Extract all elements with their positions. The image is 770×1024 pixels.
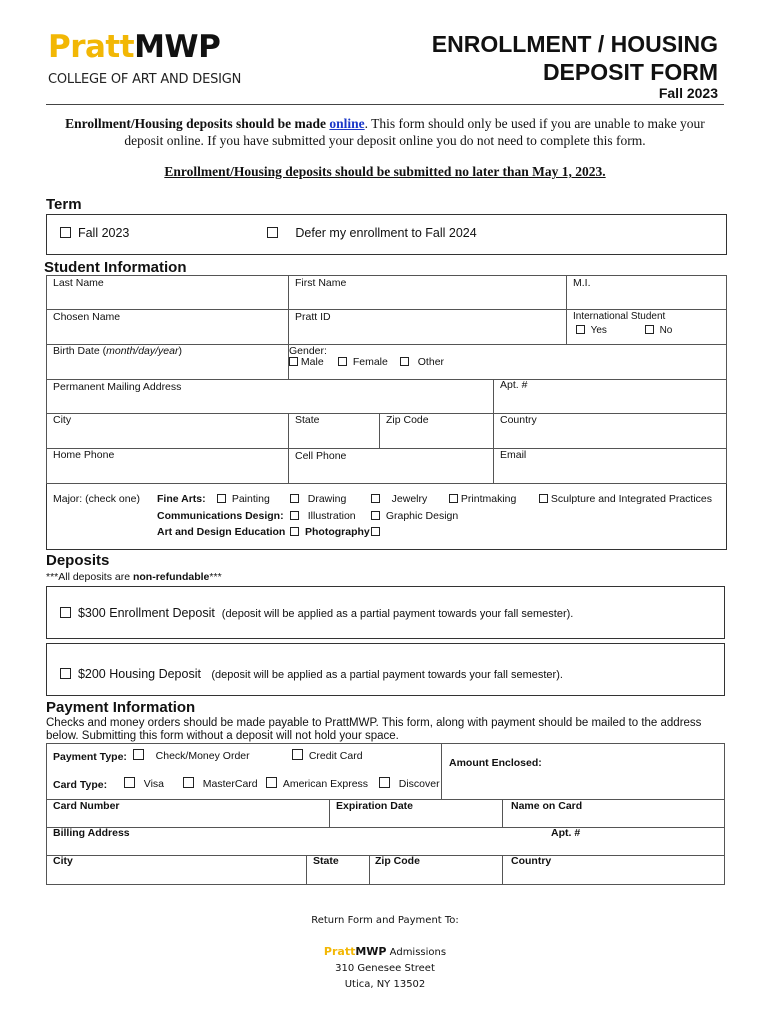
payment-desc-line1: Checks and money orders should be made payable to PrattMWP. This form, along with payment should be mailed to the address [46, 717, 702, 729]
discover-checkbox[interactable] [379, 777, 390, 788]
intl-label: International Student [573, 311, 666, 322]
chosen-name-label: Chosen Name [53, 311, 121, 323]
billing-city-field[interactable] [46, 855, 307, 885]
graphic-design-label: Graphic Design [385, 510, 459, 522]
illustration-label: Illustration [307, 510, 356, 522]
major-label: Major: (check one) [53, 493, 140, 505]
enrollment-deposit-checkbox[interactable] [60, 607, 71, 618]
illustration-checkbox[interactable] [290, 511, 299, 520]
birth-date-prefix: Birth Date ( [53, 345, 107, 357]
birth-date-suffix: ) [178, 345, 182, 357]
gender-other[interactable] [400, 356, 444, 368]
note-bold: non-refundable [132, 571, 210, 583]
apt-label: Apt. # [500, 379, 528, 391]
billing-country-label: Country [511, 855, 552, 867]
visa-label: Visa [143, 778, 165, 790]
credit-label: Credit Card [308, 750, 363, 762]
enrollment-deposit-option[interactable] [60, 606, 573, 620]
intl-no[interactable] [645, 325, 672, 336]
printmaking-label: Printmaking [460, 493, 517, 505]
billing-address-field[interactable] [46, 827, 725, 856]
jewelry-label: Jewelry [391, 493, 428, 505]
housing-deposit-checkbox[interactable] [60, 668, 71, 679]
sculpture-label: Sculpture and Integrated Practices [550, 493, 713, 505]
housing-deposit-note: (deposit will be applied as a partial payment towards your fall semester). [211, 669, 563, 681]
footer-mwp: MWP [355, 945, 387, 958]
painting-checkbox[interactable] [217, 494, 226, 503]
payment-desc-line2: below. Submitting this form without a deposit will not hold your space. [46, 730, 399, 742]
logo-subtitle: COLLEGE OF ART AND DESIGN [48, 72, 242, 87]
comm-design-text: Communications Design [157, 510, 281, 522]
billing-zip-label: Zip Code [375, 855, 420, 867]
zip-label: Zip Code [386, 414, 429, 426]
check-label: Check/Money Order [155, 750, 250, 762]
credit-checkbox[interactable] [292, 749, 303, 760]
card-number-label: Card Number [53, 800, 120, 812]
fine-arts-text: Fine Arts [157, 493, 203, 505]
first-name-label: First Name [295, 277, 347, 289]
female-label: Female [352, 356, 388, 368]
term-label: Fall 2023 [658, 85, 718, 101]
major-painting[interactable] [217, 493, 270, 505]
photography-checkbox[interactable] [371, 527, 380, 536]
fall-checkbox[interactable] [60, 227, 71, 238]
major-photography[interactable] [371, 526, 380, 538]
female-checkbox[interactable] [338, 357, 347, 366]
enrollment-deposit-note: (deposit will be applied as a partial payment towards your fall semester). [221, 608, 574, 620]
birth-date-format: month/day/year [106, 345, 179, 357]
intro-part2: . This form should only be used if you are unable to make your [364, 116, 705, 131]
mastercard-checkbox[interactable] [183, 777, 194, 788]
discover-label: Discover [398, 778, 440, 790]
fine-arts-label: Fine Arts: [157, 493, 206, 505]
major-jewelry[interactable] [371, 493, 427, 505]
payment-type-label: Payment Type: [53, 751, 127, 763]
drawing-checkbox[interactable] [290, 494, 299, 503]
painting-label: Painting [231, 493, 270, 505]
term-defer-option[interactable] [267, 226, 477, 240]
student-heading: Student Information [44, 259, 187, 276]
pratt-id-label: Pratt ID [295, 311, 331, 323]
amex-checkbox[interactable] [266, 777, 277, 788]
intl-yes-checkbox[interactable] [576, 325, 585, 334]
housing-deposit-option[interactable] [60, 667, 563, 681]
photography-label: Photography [305, 526, 370, 538]
logo [48, 30, 241, 87]
male-label: Male [300, 356, 324, 368]
deposits-heading: Deposits [46, 552, 110, 569]
header-divider [46, 104, 724, 105]
major-printmaking[interactable] [449, 493, 516, 505]
billing-state-label: State [313, 855, 339, 867]
visa-checkbox[interactable] [124, 777, 135, 788]
expiration-label: Expiration Date [336, 800, 414, 812]
sculpture-checkbox[interactable] [539, 494, 548, 503]
term-fall-option[interactable] [60, 226, 129, 240]
footer-street: 310 Genesee Street [335, 963, 435, 974]
mastercard-label: MasterCard [202, 778, 258, 790]
footer-admissions: Admissions [386, 947, 447, 958]
title-line1: ENROLLMENT / HOUSING [431, 31, 718, 57]
intl-no-label: No [659, 325, 673, 336]
major-art-ed[interactable] [290, 526, 299, 538]
housing-deposit-label: $200 Housing Deposit [77, 667, 201, 681]
male-checkbox[interactable] [289, 357, 298, 366]
payment-heading: Payment Information [46, 699, 196, 716]
last-name-label: Last Name [53, 277, 104, 289]
other-label: Other [417, 356, 445, 368]
major-drawing[interactable] [290, 493, 346, 505]
intro-line2: deposit online. If you have submitted your deposit online you do not need to complete this form. [124, 133, 646, 148]
card-discover-option[interactable] [379, 777, 440, 790]
mi-label: M.I. [573, 277, 591, 289]
defer-checkbox[interactable] [267, 227, 278, 238]
printmaking-checkbox[interactable] [449, 494, 458, 503]
fall-label: Fall 2023 [77, 226, 130, 240]
comm-design-label: Communications Design: [157, 510, 284, 522]
billing-apt-label: Apt. # [551, 827, 581, 839]
art-ed-checkbox[interactable] [290, 527, 299, 536]
defer-label: Defer my enrollment to Fall 2024 [295, 226, 477, 240]
billing-address-label: Billing Address [53, 827, 130, 839]
online-link[interactable]: online [329, 116, 365, 131]
check-checkbox[interactable] [133, 749, 144, 760]
drawing-label: Drawing [307, 493, 347, 505]
country-label: Country [500, 414, 537, 426]
return-label: Return Form and Payment To: [311, 915, 459, 926]
intro-text [46, 115, 724, 149]
city-label: City [53, 414, 72, 426]
deadline-text: Enrollment/Housing deposits should be submitted no later than May 1, 2023. [164, 164, 606, 179]
payment-credit-option[interactable] [292, 749, 363, 762]
form-title [432, 30, 718, 86]
card-mastercard-option[interactable] [183, 777, 258, 790]
logo-pratt: Pratt [48, 29, 135, 65]
enrollment-deposit-label: $300 Enrollment Deposit [77, 606, 215, 620]
apt-field[interactable] [493, 379, 727, 414]
intro-part1: Enrollment/Housing deposits should be made [65, 116, 330, 131]
card-type-label: Card Type: [53, 779, 108, 791]
footer-city: Utica, NY 13502 [344, 979, 426, 990]
home-phone-label: Home Phone [53, 449, 115, 461]
payment-description [46, 717, 736, 743]
intl-no-checkbox[interactable] [645, 325, 654, 334]
gender-label: Gender: [289, 345, 327, 357]
gender-female[interactable] [338, 356, 388, 368]
name-on-card-label: Name on Card [511, 800, 583, 812]
footer [0, 913, 770, 993]
cell-phone-label: Cell Phone [295, 450, 347, 462]
email-label: Email [500, 449, 527, 461]
footer-pratt: Pratt [323, 945, 356, 958]
card-visa-option[interactable] [124, 777, 164, 790]
state-label: State [295, 414, 320, 426]
logo-mwp: MWP [134, 29, 221, 65]
note-suffix: *** [209, 571, 222, 583]
title-line2: DEPOSIT FORM [542, 59, 718, 85]
payment-check-option[interactable] [133, 749, 250, 762]
gender-male[interactable] [289, 356, 324, 368]
other-checkbox[interactable] [400, 357, 409, 366]
city-field[interactable] [46, 413, 289, 449]
address-label: Permanent Mailing Address [53, 381, 182, 393]
card-amex-option[interactable] [266, 777, 368, 790]
major-illustration[interactable] [290, 510, 356, 522]
graphic-design-checkbox[interactable] [371, 511, 380, 520]
jewelry-checkbox[interactable] [371, 494, 380, 503]
amount-enclosed-field[interactable] [441, 743, 725, 800]
admissions-line [0, 944, 770, 961]
birth-date-label [53, 345, 182, 357]
major-graphic-design[interactable] [371, 510, 458, 522]
billing-city-label: City [53, 855, 73, 867]
amount-enclosed-label: Amount Enclosed: [449, 757, 542, 769]
term-heading: Term [46, 196, 82, 213]
intl-yes-label: Yes [590, 325, 607, 336]
major-sculpture[interactable] [539, 493, 712, 505]
art-ed-label: Art and Design Education [157, 526, 286, 538]
intl-yes[interactable] [576, 325, 607, 336]
deposits-note [46, 571, 222, 583]
email-field[interactable] [493, 448, 727, 484]
amex-label: American Express [282, 778, 369, 790]
note-prefix: ***All deposits are [46, 571, 133, 583]
